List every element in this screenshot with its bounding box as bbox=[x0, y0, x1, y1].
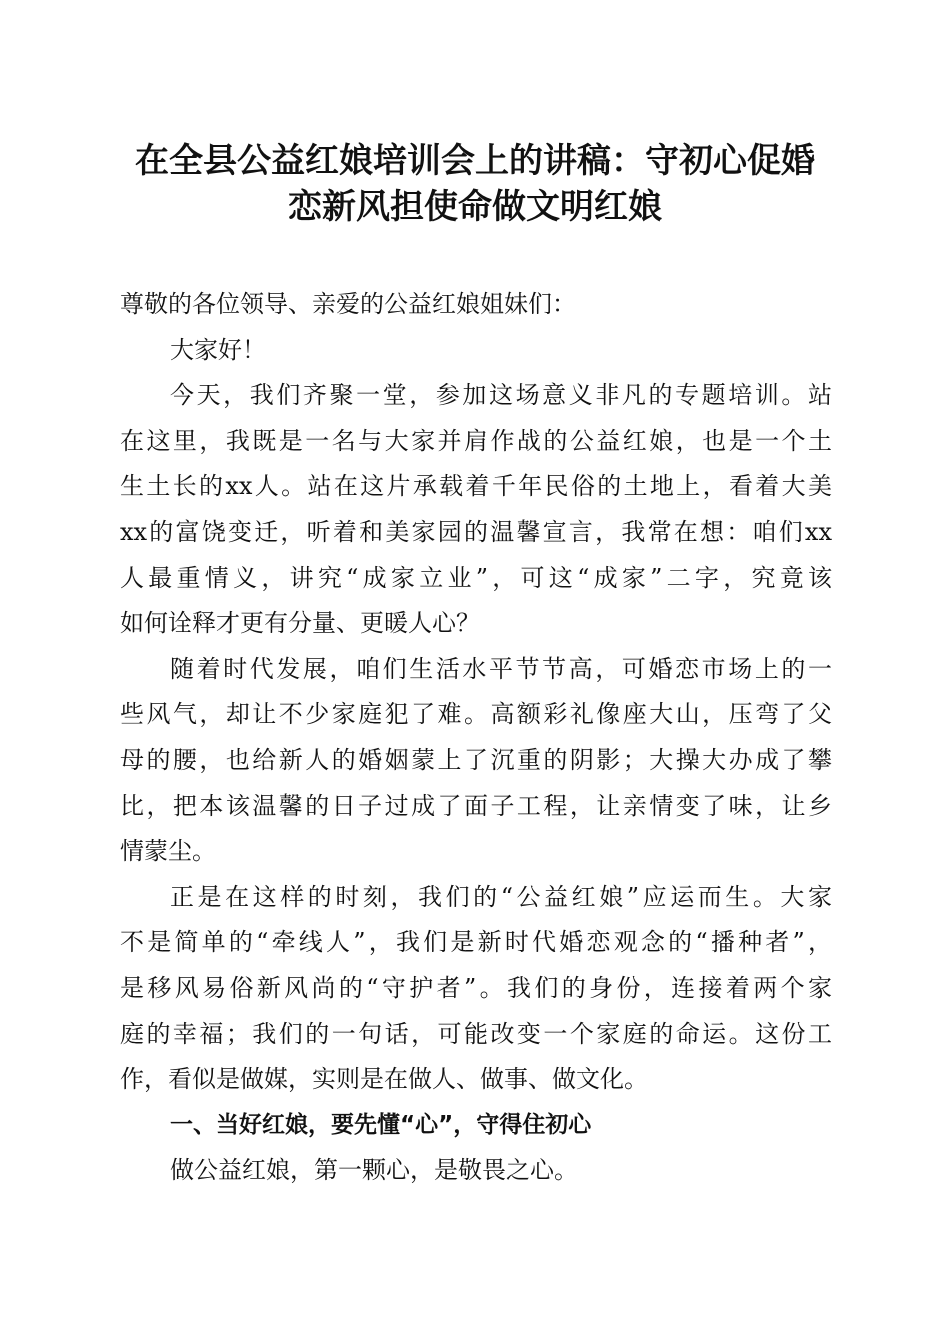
document-title bbox=[100, 138, 850, 230]
paragraph-line: 如何诠释才更有分量、更暖人心？ bbox=[120, 609, 480, 638]
paragraph-line: 正是在这样的时刻，我们的“公益红娘”应运而生。大家 bbox=[170, 882, 832, 911]
salutation: 尊敬的各位领导、亲爱的公益红娘姐妹们： bbox=[120, 290, 576, 318]
paragraph-line: 母的腰，也给新人的婚姻蒙上了沉重的阴影；大操大办成了攀 bbox=[120, 745, 832, 774]
paragraph-4: 做公益红娘，第一颗心，是敬畏之心。 bbox=[170, 1156, 578, 1185]
paragraph-line: 比，把本该温馨的日子过成了面子工程，让亲情变了味，让乡 bbox=[120, 791, 832, 820]
document-body bbox=[120, 282, 832, 1194]
paragraph-line: 生土长的xx人。站在这片承载着千年民俗的土地上，看着大美 bbox=[120, 472, 832, 501]
paragraph-line: 在这里，我既是一名与大家并肩作战的公益红娘，也是一个土 bbox=[120, 426, 832, 455]
paragraph-line: 作，看似是做媒，实则是在做人、做事、做文化。 bbox=[120, 1065, 648, 1094]
paragraph-line: 情蒙尘。 bbox=[120, 837, 216, 866]
paragraph-line: 今天，我们齐聚一堂，参加这场意义非凡的专题培训。站 bbox=[170, 381, 832, 410]
section-heading-1: 一、当好红娘，要先懂“心”，守得住初心 bbox=[170, 1111, 592, 1138]
paragraph-2 bbox=[120, 647, 832, 875]
paragraph-line: 些风气，却让不少家庭犯了难。高额彩礼像座大山，压弯了父 bbox=[120, 700, 832, 729]
paragraph-3 bbox=[120, 875, 832, 1103]
paragraph-line: 庭的幸福；我们的一句话，可能改变一个家庭的命运。这份工 bbox=[120, 1019, 832, 1048]
title-line-2: 恋新风担使命做文明红娘 bbox=[288, 187, 662, 227]
paragraph-line: 随着时代发展，咱们生活水平节节高，可婚恋市场上的一 bbox=[170, 654, 832, 683]
title-line-1: 在全县公益红娘培训会上的讲稿：守初心促婚 bbox=[135, 141, 815, 181]
greeting: 大家好！ bbox=[170, 335, 266, 364]
paragraph-line: 是移风易俗新风尚的“守护者”。我们的身份，连接着两个家 bbox=[120, 973, 832, 1002]
paragraph-line: 人最重情义，讲究“成家立业”，可这“成家”二字，究竟该 bbox=[120, 563, 832, 592]
paragraph-line: xx的富饶变迁，听着和美家园的温馨宣言，我常在想：咱们xx bbox=[120, 517, 832, 546]
paragraph-line: 不是简单的“牵线人”，我们是新时代婚恋观念的“播种者”， bbox=[120, 928, 832, 957]
paragraph-1 bbox=[120, 373, 832, 647]
